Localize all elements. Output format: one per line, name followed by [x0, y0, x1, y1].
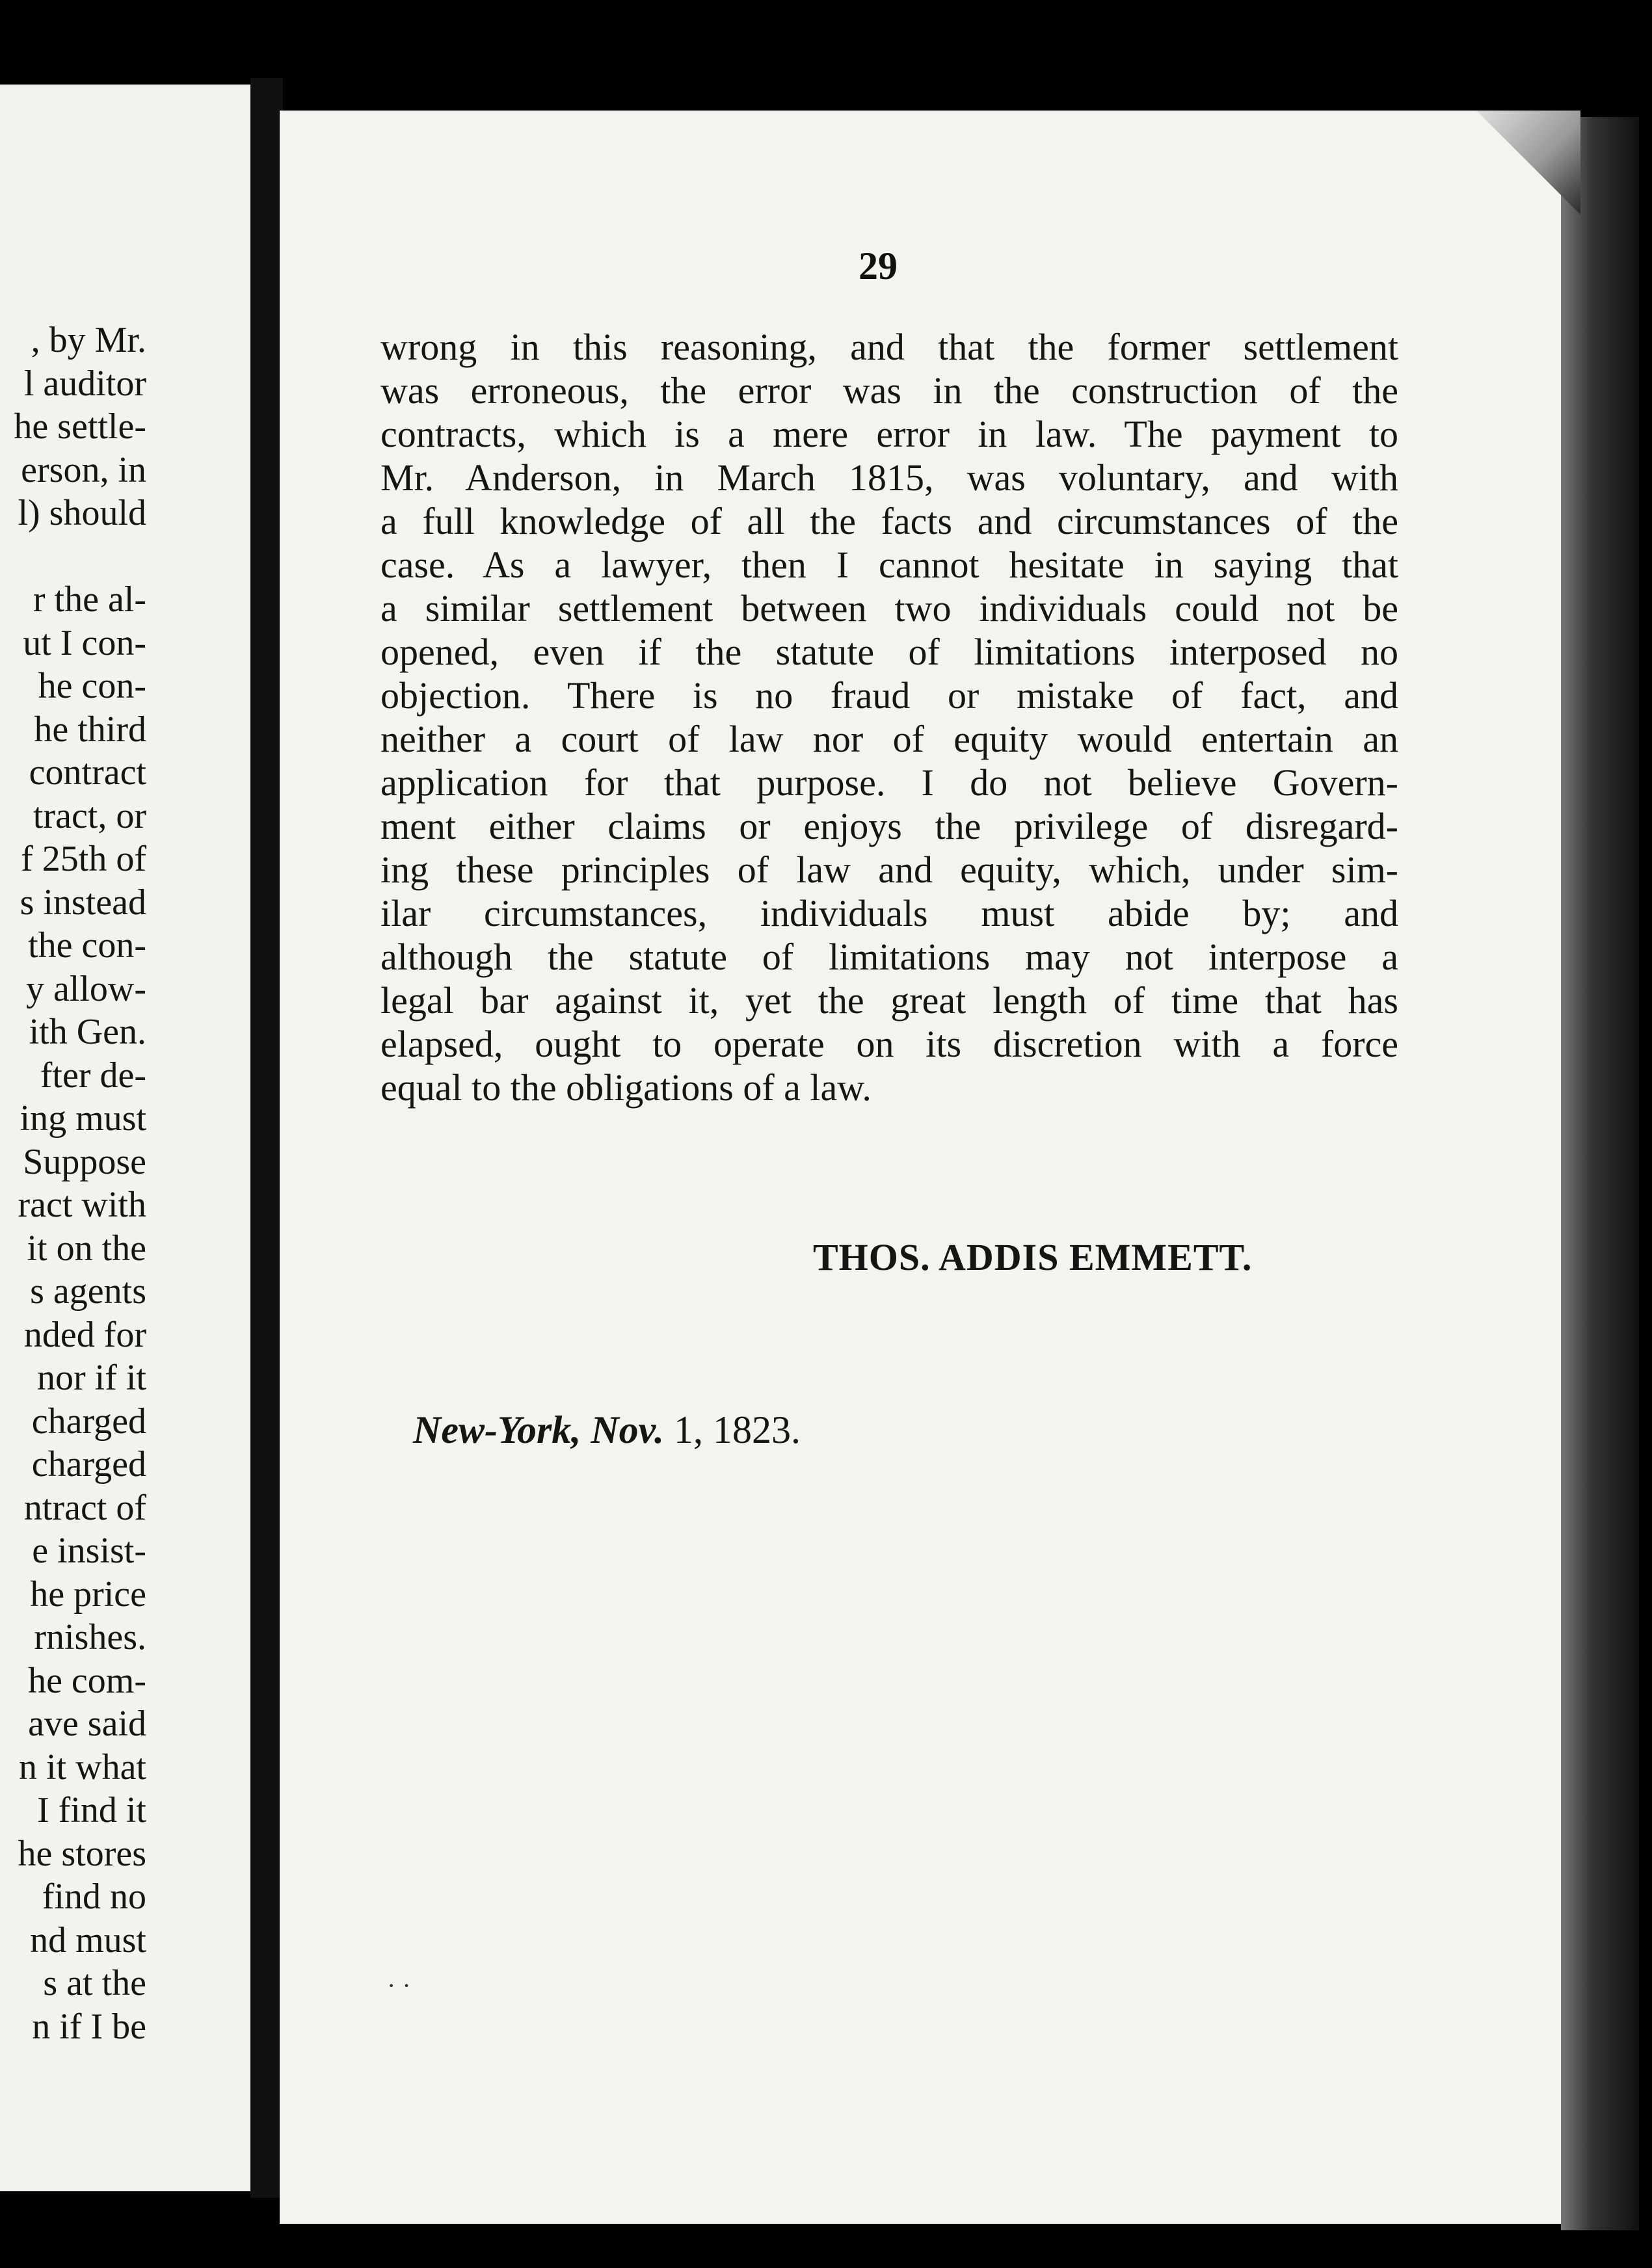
previous-page-line: , by Mr. — [31, 320, 146, 360]
previous-page-line — [0, 535, 146, 579]
dateline — [413, 1408, 998, 1453]
text-line: wrong in this reasoning, and that the former settlement — [380, 326, 1398, 368]
previous-page-line: charged — [31, 1401, 146, 1442]
previous-page-line: ing must — [20, 1098, 146, 1139]
previous-page-line: ith Gen. — [29, 1012, 146, 1052]
previous-page-line: he third — [34, 709, 146, 750]
previous-page-line: e insist- — [32, 1531, 146, 1571]
page-edge — [1561, 117, 1639, 2230]
previous-page-line: l auditor — [23, 363, 146, 404]
text-line: Mr. Anderson, in March 1815, was voluntary, and with — [380, 456, 1398, 499]
previous-page-line: s agents — [30, 1271, 146, 1312]
text-line: ing these principles of law and equity, which, under sim- — [380, 849, 1398, 891]
text-line: contracts, which is a mere error in law. The payment to — [380, 413, 1398, 455]
previous-page-line: n if I be — [32, 2006, 146, 2047]
previous-page-line: y allow- — [25, 968, 146, 1009]
previous-page-line: erson, in — [21, 449, 146, 490]
previous-page-line: ntract of — [23, 1487, 146, 1528]
previous-page-line: nded for — [23, 1314, 146, 1355]
text-line: ilar circumstances, individuals must abide by; and — [380, 892, 1398, 934]
previous-page-line: find no — [42, 1877, 146, 1917]
previous-page-line: f 25th of — [21, 839, 146, 879]
page-number: 29 — [859, 244, 898, 287]
previous-page-line: it on the — [27, 1228, 146, 1269]
previous-page-line: fter de- — [40, 1055, 146, 1096]
text-line: a similar settlement between two individuals could not be — [380, 587, 1398, 629]
text-line: case. As a lawyer, then I cannot hesitate in saying that — [380, 544, 1398, 586]
previous-page-line: he price — [30, 1574, 146, 1615]
dateline-date: 1, 1823. — [674, 1408, 801, 1451]
text-line: opened, even if the statute of limitations interposed no — [380, 631, 1398, 673]
previous-page-line: nor if it — [37, 1358, 146, 1398]
previous-page-line: s instead — [20, 882, 146, 923]
text-line: legal bar against it, yet the great length of time that has — [380, 979, 1398, 1022]
previous-page-line: the con- — [28, 925, 146, 966]
text-line: was erroneous, the error was in the construction of the — [380, 369, 1398, 412]
previous-page-line: Suppose — [23, 1141, 146, 1182]
previous-page-line: he settle- — [14, 406, 146, 447]
previous-page-line: he con- — [38, 666, 146, 706]
text-line: elapsed, ought to operate on its discretion with a force — [380, 1023, 1398, 1065]
text-line: a full knowledge of all the facts and circumstances of the — [380, 500, 1398, 542]
text-line: neither a court of law nor of equity would entertain an — [380, 718, 1398, 760]
body-text — [380, 325, 1398, 1109]
text-line: application for that purpose. I do not believe Govern- — [380, 761, 1398, 804]
previous-page-line: rnishes. — [34, 1617, 146, 1657]
previous-page-line: ract with — [18, 1185, 146, 1225]
previous-page-line: he com- — [28, 1660, 146, 1701]
text-line: equal to the obligations of a law. — [380, 1066, 872, 1109]
previous-page-line: he stores — [18, 1833, 146, 1874]
book-gutter — [250, 78, 283, 2198]
text-line: ment either claims or enjoys the privilege of disregard- — [380, 805, 1398, 847]
previous-page-line: l) should — [18, 493, 146, 533]
previous-page-line: I find it — [37, 1790, 146, 1830]
previous-page-text — [0, 319, 146, 2048]
previous-page-line: charged — [31, 1444, 146, 1484]
stray-marks: · · — [387, 1971, 411, 2000]
previous-page-line: contract — [29, 752, 146, 793]
previous-page-line: tract, or — [33, 795, 146, 836]
previous-page-line: n it what — [19, 1747, 146, 1787]
previous-page — [0, 85, 250, 2191]
previous-page-line: ut I con- — [23, 622, 146, 663]
text-line: although the statute of limitations may not interpose a — [380, 936, 1398, 978]
signature: THOS. ADDIS EMMETT. — [813, 1236, 1253, 1278]
previous-page-line: ave said — [28, 1704, 146, 1744]
previous-page-line: r the al- — [33, 579, 146, 620]
text-line: objection. There is no fraud or mistake of fact, and — [380, 674, 1398, 717]
previous-page-line: nd must — [30, 1919, 146, 1960]
dateline-month: Nov. — [591, 1408, 665, 1451]
previous-page-line: s at the — [43, 1963, 146, 2003]
dateline-place: New-York, — [413, 1408, 581, 1451]
